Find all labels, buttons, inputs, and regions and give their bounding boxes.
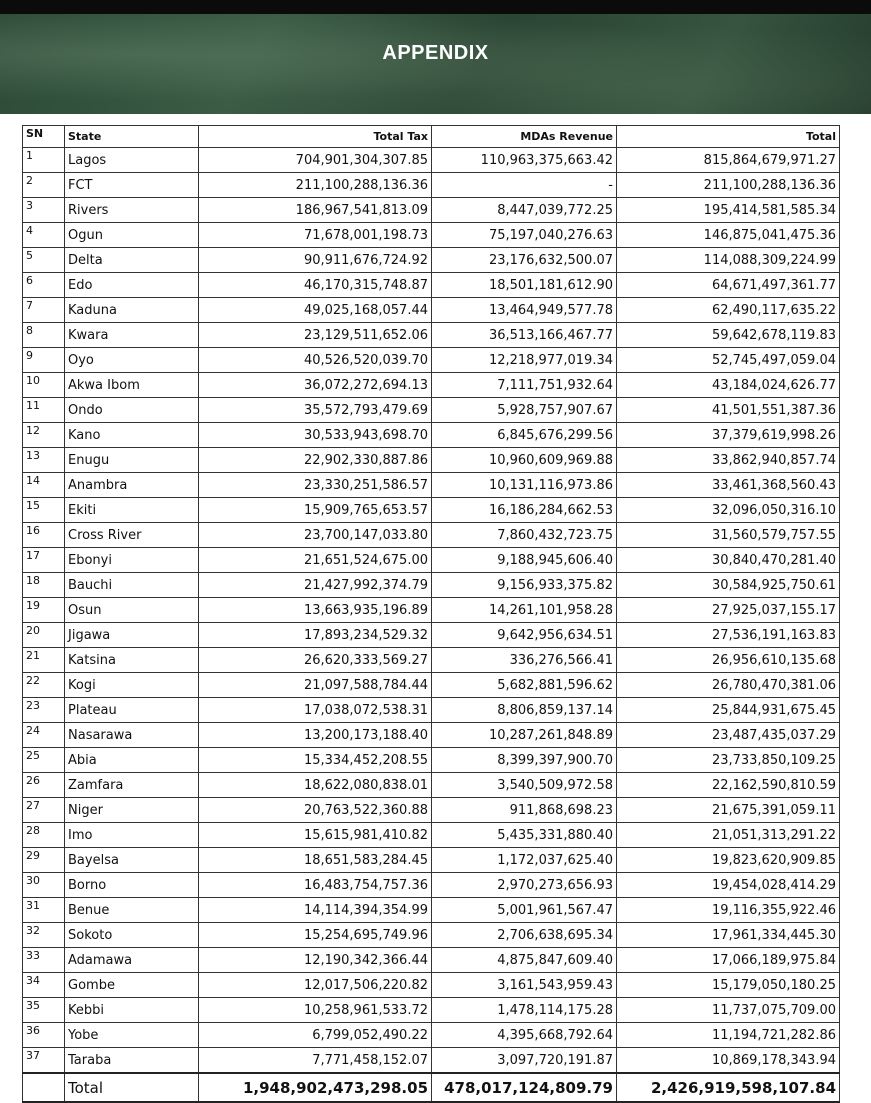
appendix-banner [0,14,871,114]
state-cell: Borno [65,873,199,898]
total-cell: 59,642,678,119.83 [617,323,840,348]
mdas-revenue-cell: 8,806,859,137.14 [432,698,617,723]
state-cell: Nasarawa [65,723,199,748]
table-row [23,873,840,898]
total-cell: 30,584,925,750.61 [617,573,840,598]
total-cell: 11,194,721,282.86 [617,1023,840,1048]
sn-cell: 34 [23,973,65,998]
state-cell: Edo [65,273,199,298]
mdas-revenue-cell: 16,186,284,662.53 [432,498,617,523]
state-cell: Oyo [65,348,199,373]
total-cell: 11,737,075,709.00 [617,998,840,1023]
table-row [23,248,840,273]
table-row [23,998,840,1023]
state-cell: Niger [65,798,199,823]
total-cell: 10,869,178,343.94 [617,1048,840,1074]
mdas-revenue-cell: - [432,173,617,198]
mdas-revenue-cell: 911,868,698.23 [432,798,617,823]
total-cell: 17,066,189,975.84 [617,948,840,973]
state-cell: Delta [65,248,199,273]
total-tax-cell: 22,902,330,887.86 [199,448,432,473]
total-sn-cell [23,1073,65,1102]
mdas-revenue-cell: 9,188,945,606.40 [432,548,617,573]
total-tax-cell: 186,967,541,813.09 [199,198,432,223]
total-cell: 195,414,581,585.34 [617,198,840,223]
sn-cell: 11 [23,398,65,423]
table-row [23,673,840,698]
sn-cell: 37 [23,1048,65,1074]
state-cell: Kaduna [65,298,199,323]
table-row [23,723,840,748]
total-tax-sum-cell: 1,948,902,473,298.05 [199,1073,432,1102]
table-row [23,948,840,973]
mdas-revenue-cell: 3,097,720,191.87 [432,1048,617,1074]
total-cell: 31,560,579,757.55 [617,523,840,548]
sn-cell: 24 [23,723,65,748]
state-cell: Kano [65,423,199,448]
mdas-revenue-cell: 9,642,956,634.51 [432,623,617,648]
total-tax-cell: 13,663,935,196.89 [199,598,432,623]
mdas-revenue-cell: 36,513,166,467.77 [432,323,617,348]
sn-cell: 32 [23,923,65,948]
total-tax-cell: 21,427,992,374.79 [199,573,432,598]
state-cell: Bayelsa [65,848,199,873]
total-cell: 27,925,037,155.17 [617,598,840,623]
revenue-table-container [22,125,839,1103]
sn-cell: 9 [23,348,65,373]
state-cell: Kogi [65,673,199,698]
total-tax-cell: 36,072,272,694.13 [199,373,432,398]
total-tax-cell: 211,100,288,136.36 [199,173,432,198]
total-cell: 37,379,619,998.26 [617,423,840,448]
sn-cell: 27 [23,798,65,823]
total-cell: 17,961,334,445.30 [617,923,840,948]
table-row [23,1048,840,1074]
state-cell: Cross River [65,523,199,548]
table-row [23,798,840,823]
table-total-row [23,1073,840,1102]
total-tax-cell: 30,533,943,698.70 [199,423,432,448]
total-cell: 15,179,050,180.25 [617,973,840,998]
column-header-state: State [65,126,199,148]
table-row [23,398,840,423]
sn-cell: 35 [23,998,65,1023]
sn-cell: 8 [23,323,65,348]
sn-cell: 31 [23,898,65,923]
total-tax-cell: 49,025,168,057.44 [199,298,432,323]
table-row [23,773,840,798]
state-cell: Rivers [65,198,199,223]
state-cell: Osun [65,598,199,623]
total-tax-cell: 71,678,001,198.73 [199,223,432,248]
table-row [23,973,840,998]
total-cell: 19,116,355,922.46 [617,898,840,923]
state-cell: Gombe [65,973,199,998]
sn-cell: 15 [23,498,65,523]
total-cell: 19,823,620,909.85 [617,848,840,873]
grand-total-cell: 2,426,919,598,107.84 [617,1073,840,1102]
table-row [23,373,840,398]
mdas-revenue-cell: 3,540,509,972.58 [432,773,617,798]
total-tax-cell: 15,254,695,749.96 [199,923,432,948]
total-cell: 23,487,435,037.29 [617,723,840,748]
total-tax-cell: 35,572,793,479.69 [199,398,432,423]
total-tax-cell: 20,763,522,360.88 [199,798,432,823]
mdas-revenue-cell: 5,001,961,567.47 [432,898,617,923]
state-cell: Kwara [65,323,199,348]
table-row [23,623,840,648]
total-cell: 21,051,313,291.22 [617,823,840,848]
table-row [23,423,840,448]
mdas-revenue-cell: 2,970,273,656.93 [432,873,617,898]
table-row [23,648,840,673]
mdas-revenue-cell: 5,435,331,880.40 [432,823,617,848]
table-header-row [23,126,840,148]
total-tax-cell: 23,700,147,033.80 [199,523,432,548]
state-cell: Bauchi [65,573,199,598]
table-row [23,473,840,498]
column-header-total: Total [617,126,840,148]
table-row [23,198,840,223]
total-cell: 114,088,309,224.99 [617,248,840,273]
total-tax-cell: 12,190,342,366.44 [199,948,432,973]
table-row [23,348,840,373]
total-tax-cell: 704,901,304,307.85 [199,148,432,173]
mdas-revenue-cell: 10,960,609,969.88 [432,448,617,473]
sn-cell: 10 [23,373,65,398]
total-tax-cell: 14,114,394,354.99 [199,898,432,923]
total-tax-cell: 7,771,458,152.07 [199,1048,432,1074]
sn-cell: 30 [23,873,65,898]
mdas-revenue-cell: 2,706,638,695.34 [432,923,617,948]
sn-cell: 18 [23,573,65,598]
table-row [23,173,840,198]
state-cell: Sokoto [65,923,199,948]
state-cell: Benue [65,898,199,923]
total-cell: 30,840,470,281.40 [617,548,840,573]
mdas-revenue-cell: 23,176,632,500.07 [432,248,617,273]
state-cell: Katsina [65,648,199,673]
mdas-revenue-cell: 10,131,116,973.86 [432,473,617,498]
mdas-revenue-cell: 5,928,757,907.67 [432,398,617,423]
state-cell: Ebonyi [65,548,199,573]
total-tax-cell: 46,170,315,748.87 [199,273,432,298]
total-cell: 23,733,850,109.25 [617,748,840,773]
state-cell: Jigawa [65,623,199,648]
sn-cell: 33 [23,948,65,973]
sn-cell: 12 [23,423,65,448]
total-cell: 64,671,497,361.77 [617,273,840,298]
table-row [23,898,840,923]
column-header-total-tax: Total Tax [199,126,432,148]
total-tax-cell: 17,038,072,538.31 [199,698,432,723]
table-row [23,323,840,348]
mdas-revenue-cell: 4,395,668,792.64 [432,1023,617,1048]
table-row [23,448,840,473]
total-cell: 33,461,368,560.43 [617,473,840,498]
state-cell: Enugu [65,448,199,473]
total-tax-cell: 10,258,961,533.72 [199,998,432,1023]
total-cell: 146,875,041,475.36 [617,223,840,248]
total-mdas-sum-cell: 478,017,124,809.79 [432,1073,617,1102]
mdas-revenue-cell: 75,197,040,276.63 [432,223,617,248]
total-tax-cell: 18,651,583,284.45 [199,848,432,873]
mdas-revenue-cell: 9,156,933,375.82 [432,573,617,598]
state-cell: Ogun [65,223,199,248]
sn-cell: 6 [23,273,65,298]
state-cell: FCT [65,173,199,198]
total-cell: 43,184,024,626.77 [617,373,840,398]
table-row [23,573,840,598]
state-cell: Ondo [65,398,199,423]
page-title: APPENDIX [382,42,489,64]
sn-cell: 28 [23,823,65,848]
total-cell: 25,844,931,675.45 [617,698,840,723]
table-row [23,1023,840,1048]
sn-cell: 26 [23,773,65,798]
mdas-revenue-cell: 18,501,181,612.90 [432,273,617,298]
total-tax-cell: 15,334,452,208.55 [199,748,432,773]
state-cell: Ekiti [65,498,199,523]
state-cell: Lagos [65,148,199,173]
total-tax-cell: 16,483,754,757.36 [199,873,432,898]
table-row [23,848,840,873]
total-cell: 22,162,590,810.59 [617,773,840,798]
mdas-revenue-cell: 8,399,397,900.70 [432,748,617,773]
state-cell: Anambra [65,473,199,498]
state-cell: Adamawa [65,948,199,973]
total-cell: 815,864,679,971.27 [617,148,840,173]
state-cell: Kebbi [65,998,199,1023]
mdas-revenue-cell: 3,161,543,959.43 [432,973,617,998]
table-row [23,598,840,623]
total-cell: 41,501,551,387.36 [617,398,840,423]
mdas-revenue-cell: 14,261,101,958.28 [432,598,617,623]
table-row [23,548,840,573]
table-row [23,923,840,948]
sn-cell: 16 [23,523,65,548]
table-row [23,748,840,773]
total-cell: 62,490,117,635.22 [617,298,840,323]
table-row [23,523,840,548]
mdas-revenue-cell: 5,682,881,596.62 [432,673,617,698]
total-cell: 32,096,050,316.10 [617,498,840,523]
total-tax-cell: 21,097,588,784.44 [199,673,432,698]
total-tax-cell: 13,200,173,188.40 [199,723,432,748]
total-label-cell: Total [65,1073,199,1102]
sn-cell: 14 [23,473,65,498]
total-tax-cell: 21,651,524,675.00 [199,548,432,573]
state-cell: Akwa Ibom [65,373,199,398]
total-cell: 27,536,191,163.83 [617,623,840,648]
total-cell: 33,862,940,857.74 [617,448,840,473]
total-tax-cell: 6,799,052,490.22 [199,1023,432,1048]
total-tax-cell: 18,622,080,838.01 [199,773,432,798]
total-tax-cell: 12,017,506,220.82 [199,973,432,998]
column-header-sn: SN [23,126,65,148]
total-cell: 26,956,610,135.68 [617,648,840,673]
sn-cell: 23 [23,698,65,723]
total-cell: 211,100,288,136.36 [617,173,840,198]
total-tax-cell: 23,330,251,586.57 [199,473,432,498]
total-tax-cell: 23,129,511,652.06 [199,323,432,348]
table-row [23,823,840,848]
table-row [23,698,840,723]
mdas-revenue-cell: 1,478,114,175.28 [432,998,617,1023]
table-body [23,148,840,1074]
sn-cell: 20 [23,623,65,648]
sn-cell: 25 [23,748,65,773]
mdas-revenue-cell: 1,172,037,625.40 [432,848,617,873]
top-black-bar [0,0,871,14]
mdas-revenue-cell: 110,963,375,663.42 [432,148,617,173]
total-cell: 26,780,470,381.06 [617,673,840,698]
total-cell: 21,675,391,059.11 [617,798,840,823]
sn-cell: 3 [23,198,65,223]
total-cell: 19,454,028,414.29 [617,873,840,898]
table-row [23,273,840,298]
sn-cell: 19 [23,598,65,623]
table-row [23,498,840,523]
state-cell: Imo [65,823,199,848]
sn-cell: 5 [23,248,65,273]
table-row [23,298,840,323]
mdas-revenue-cell: 8,447,039,772.25 [432,198,617,223]
state-cell: Zamfara [65,773,199,798]
total-tax-cell: 15,615,981,410.82 [199,823,432,848]
sn-cell: 7 [23,298,65,323]
table-row [23,223,840,248]
sn-cell: 17 [23,548,65,573]
state-cell: Abia [65,748,199,773]
mdas-revenue-cell: 6,845,676,299.56 [432,423,617,448]
mdas-revenue-cell: 12,218,977,019.34 [432,348,617,373]
mdas-revenue-cell: 7,860,432,723.75 [432,523,617,548]
sn-cell: 22 [23,673,65,698]
sn-cell: 21 [23,648,65,673]
total-tax-cell: 26,620,333,569.27 [199,648,432,673]
sn-cell: 36 [23,1023,65,1048]
total-tax-cell: 15,909,765,653.57 [199,498,432,523]
state-cell: Yobe [65,1023,199,1048]
sn-cell: 1 [23,148,65,173]
revenue-table [22,125,840,1103]
mdas-revenue-cell: 13,464,949,577.78 [432,298,617,323]
total-tax-cell: 40,526,520,039.70 [199,348,432,373]
mdas-revenue-cell: 10,287,261,848.89 [432,723,617,748]
total-tax-cell: 17,893,234,529.32 [199,623,432,648]
mdas-revenue-cell: 336,276,566.41 [432,648,617,673]
table-row [23,148,840,173]
sn-cell: 13 [23,448,65,473]
state-cell: Plateau [65,698,199,723]
column-header-mdas-revenue: MDAs Revenue [432,126,617,148]
total-cell: 52,745,497,059.04 [617,348,840,373]
mdas-revenue-cell: 7,111,751,932.64 [432,373,617,398]
state-cell: Taraba [65,1048,199,1074]
mdas-revenue-cell: 4,875,847,609.40 [432,948,617,973]
sn-cell: 29 [23,848,65,873]
total-tax-cell: 90,911,676,724.92 [199,248,432,273]
sn-cell: 2 [23,173,65,198]
sn-cell: 4 [23,223,65,248]
